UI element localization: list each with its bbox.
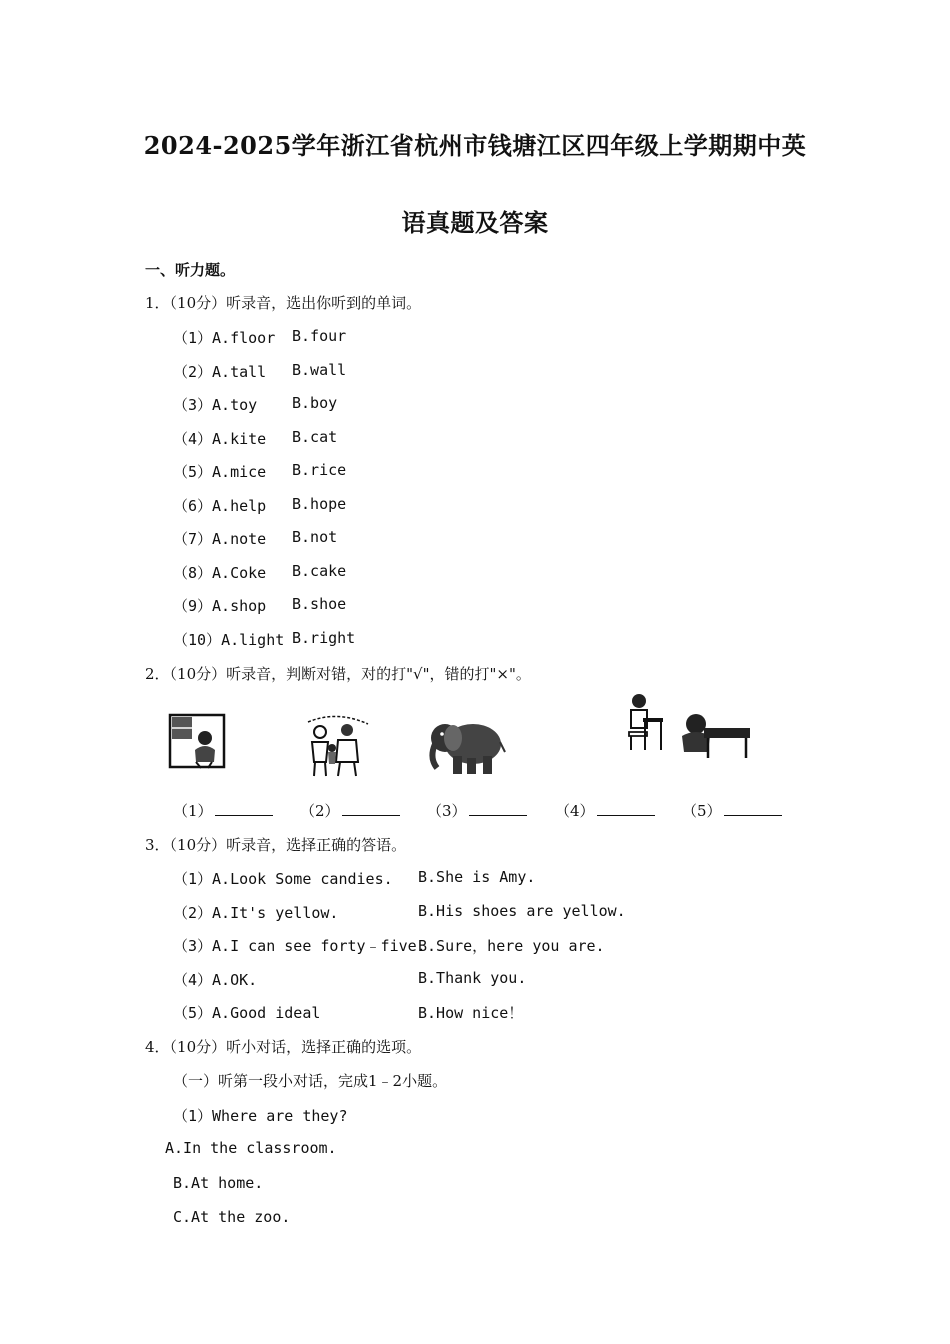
option-row: （4）A.kite B.cat: [173, 428, 338, 448]
question-1-stem: 1．（10分）听录音，选出你听到的单词。: [145, 294, 422, 312]
question-4-stem: 4．（10分）听小对话，选择正确的选项。: [145, 1038, 422, 1056]
option-row: （8）A.Coke B.cake: [173, 562, 347, 582]
choice-a: A.In the classroom.: [165, 1139, 337, 1157]
option-row: （6）A.help B.hope: [173, 495, 347, 515]
page-title-line-1: 2024-2025学年浙江省杭州市钱塘江区四年级上学期期中英: [143, 131, 807, 160]
answer-blank-2: （2）: [300, 800, 400, 821]
option-row: （5）A.Good ideal B.How nice！: [173, 1004, 524, 1022]
option-row: （4）A.OK. B.Thank you.: [173, 969, 527, 989]
family-picture: [302, 712, 372, 778]
question-2-stem: 2．（10分）听录音，判断对错，对的打"√"，错的打"×"。: [145, 665, 531, 683]
answer-blank-1: （1）: [173, 800, 273, 821]
girl-at-desk-picture: [625, 692, 665, 754]
option-row: （1）A.Look Some candies. B.She is Amy.: [173, 868, 536, 888]
question-4-part-1: （一）听第一段小对话，完成1﹣2小题。: [173, 1072, 448, 1090]
person-at-table-picture: [678, 712, 752, 760]
answer-blank-5: （5）: [682, 800, 782, 821]
blank-line[interactable]: [215, 801, 273, 816]
blank-line[interactable]: [724, 801, 782, 816]
option-row: （2）A.tall B.wall: [173, 361, 347, 381]
elephant-picture: [425, 712, 507, 778]
option-row: （2）A.It's yellow. B.His shoes are yellow.: [173, 902, 626, 922]
option-row: （3）A.I can see forty﹣five. B.Sure，here you are.: [173, 937, 605, 955]
question-4-sub-1: （1）Where are they?: [173, 1107, 348, 1125]
option-row: （1）A.floor B.four: [173, 327, 347, 347]
option-row: （10）A.light B.right: [173, 629, 356, 649]
answer-blank-3: （3）: [427, 800, 527, 821]
blank-line[interactable]: [342, 801, 400, 816]
choice-c: C.At the zoo.: [173, 1208, 291, 1226]
blank-line[interactable]: [469, 801, 527, 816]
question-3-stem: 3．（10分）听录音，选择正确的答语。: [145, 836, 407, 854]
boy-at-window-picture: [168, 712, 228, 770]
option-row: （3）A.toy B.boy: [173, 394, 338, 414]
section-heading: 一、听力题。: [145, 261, 236, 279]
option-row: （9）A.shop B.shoe: [173, 595, 347, 615]
blank-line[interactable]: [597, 801, 655, 816]
option-row: （5）A.mice B.rice: [173, 461, 347, 481]
choice-b: B.At home.: [173, 1174, 264, 1192]
page-title-line-2: 语真题及答案: [401, 208, 549, 237]
answer-blank-4: （4）: [555, 800, 655, 821]
option-row: （7）A.note B.not: [173, 528, 338, 548]
